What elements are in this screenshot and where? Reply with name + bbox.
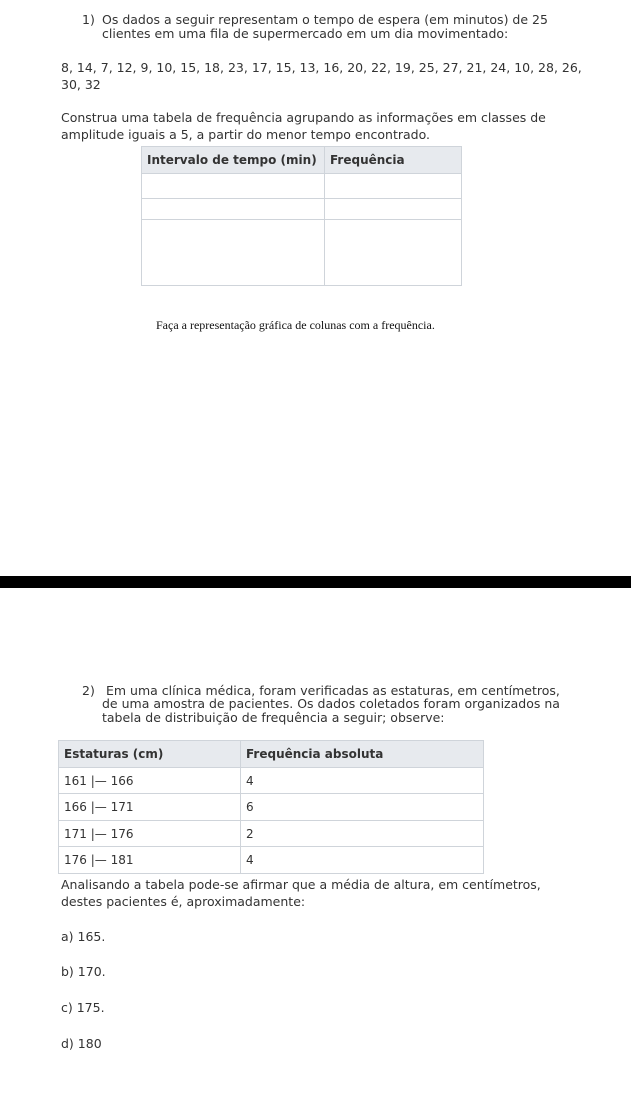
- q2-table-cell-class: 176 |— 181: [59, 847, 241, 874]
- q1-number: 1): [82, 12, 95, 27]
- q1-data-line1: 8, 14, 7, 12, 9, 10, 15, 18, 23, 17, 15, 13, 16, 20, 22, 19, 25, 27, 21, 24, 10, 28, 26,: [61, 60, 582, 75]
- page-divider: [0, 576, 631, 588]
- q1-statement-line2: clientes em uma fila de supermercado em um dia movimentado:: [102, 26, 509, 41]
- q2-statement-line3: tabela de distribuição de frequência a seguir; observe:: [102, 710, 445, 725]
- q1-table-header-frequency: Frequência: [325, 147, 462, 174]
- q2-analysis-line1: Analisando a tabela pode-se afirmar que a média de altura, em centímetros,: [61, 877, 541, 892]
- q1-table-cell[interactable]: [325, 174, 462, 199]
- q2-option-c[interactable]: c) 175.: [61, 1000, 105, 1015]
- q2-table-cell-frequency: 2: [241, 821, 484, 847]
- q1-table-cell[interactable]: [325, 199, 462, 220]
- q1-graph-instruction: Faça a representação gráfica de colunas com a frequência.: [156, 318, 435, 332]
- q1-table-header-interval: Intervalo de tempo (min): [142, 147, 325, 174]
- q2-statement-line2: de uma amostra de pacientes. Os dados coletados foram organizados na: [102, 696, 560, 711]
- q1-table-cell[interactable]: [142, 199, 325, 220]
- q2-table-header-frequency: Frequência absoluta: [241, 741, 484, 768]
- q1-data-line2: 30, 32: [61, 77, 101, 92]
- q2-table-cell-frequency: 4: [241, 847, 484, 874]
- q2-table-header-height: Estaturas (cm): [59, 741, 241, 768]
- q2-statement-line1: Em uma clínica médica, foram verificadas as estaturas, em centímetros,: [106, 683, 560, 698]
- q2-table-cell-class: 166 |— 171: [59, 794, 241, 821]
- q2-distribution-table: [58, 740, 484, 874]
- q2-table-cell-class: 161 |— 166: [59, 768, 241, 794]
- q1-instruction-line2: amplitude iguais a 5, a partir do menor tempo encontrado.: [61, 127, 430, 142]
- q2-option-a[interactable]: a) 165.: [61, 929, 106, 944]
- q1-frequency-table: [141, 146, 462, 286]
- q1-statement-line1: Os dados a seguir representam o tempo de espera (em minutos) de 25: [102, 12, 548, 27]
- q2-option-b[interactable]: b) 170.: [61, 964, 106, 979]
- q2-table-cell-frequency: 6: [241, 794, 484, 821]
- q2-table-cell-frequency: 4: [241, 768, 484, 794]
- q1-table-cell[interactable]: [142, 220, 325, 286]
- q2-number: 2): [82, 683, 95, 698]
- q2-table-cell-class: 171 |— 176: [59, 821, 241, 847]
- q1-table-cell[interactable]: [142, 174, 325, 199]
- q2-analysis-line2: destes pacientes é, aproximadamente:: [61, 894, 306, 909]
- q2-option-d[interactable]: d) 180: [61, 1036, 102, 1051]
- q1-instruction-line1: Construa uma tabela de frequência agrupando as informações em classes de: [61, 110, 546, 125]
- q1-table-cell[interactable]: [325, 220, 462, 286]
